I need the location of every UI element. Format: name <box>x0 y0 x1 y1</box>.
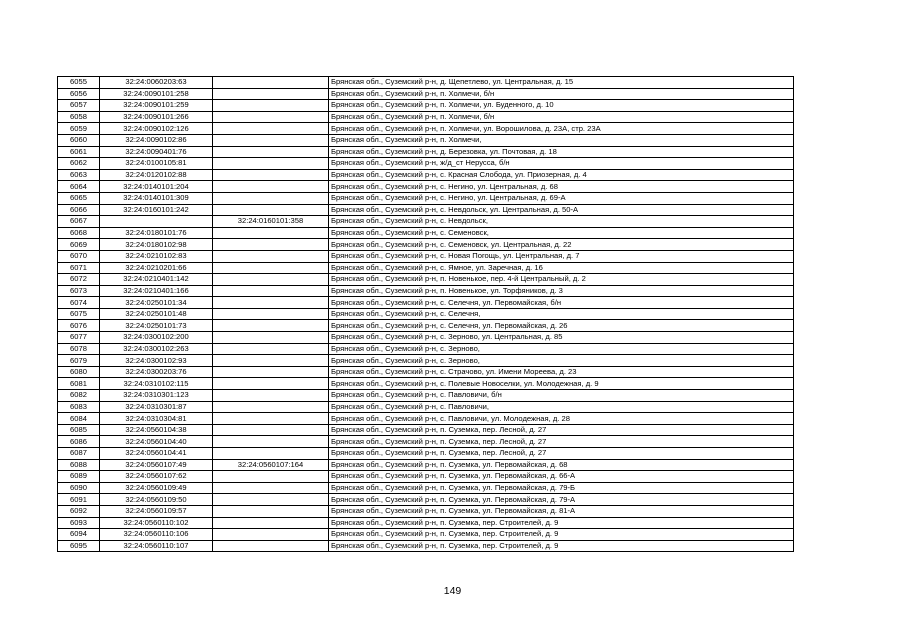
related-cadastral-number-cell <box>213 413 329 425</box>
address-cell: Брянская обл., Суземский р-н, п. Суземка, пер. Строителей, д. 9 <box>329 517 794 529</box>
related-cadastral-number-cell <box>213 77 329 89</box>
row-number-cell: 6077 <box>58 332 100 344</box>
cadastral-number-cell: 32:24:0560104:40 <box>100 436 213 448</box>
address-cell: Брянская обл., Суземский р-н, с. Селечня, ул. Первомайская, д. 26 <box>329 320 794 332</box>
row-number-cell: 6088 <box>58 459 100 471</box>
related-cadastral-number-cell <box>213 517 329 529</box>
table-row <box>58 401 794 413</box>
cadastral-number-cell: 32:24:0560110:107 <box>100 540 213 552</box>
cadastral-number-cell: 32:24:0060203:63 <box>100 77 213 89</box>
cadastral-number-cell: 32:24:0090401:76 <box>100 146 213 158</box>
table-row <box>58 366 794 378</box>
related-cadastral-number-cell <box>213 192 329 204</box>
cadastral-number-cell: 32:24:0310102:115 <box>100 378 213 390</box>
table-row <box>58 505 794 517</box>
cadastral-number-cell: 32:24:0300102:263 <box>100 343 213 355</box>
address-cell: Брянская обл., Суземский р-н, п. Холмечи, ул. Ворошилова, д. 23А, стр. 23А <box>329 123 794 135</box>
row-number-cell: 6056 <box>58 88 100 100</box>
row-number-cell: 6067 <box>58 216 100 228</box>
table-row <box>58 77 794 89</box>
related-cadastral-number-cell <box>213 529 329 541</box>
related-cadastral-number-cell <box>213 320 329 332</box>
cadastral-number-cell: 32:24:0300102:200 <box>100 332 213 344</box>
table-row <box>58 471 794 483</box>
table-row <box>58 529 794 541</box>
table-row <box>58 134 794 146</box>
cadastral-number-cell: 32:24:0090102:126 <box>100 123 213 135</box>
related-cadastral-number-cell <box>213 134 329 146</box>
cadastral-number-cell: 32:24:0090101:259 <box>100 100 213 112</box>
address-cell: Брянская обл., Суземский р-н, с. Ямное, ул. Заречная, д. 16 <box>329 262 794 274</box>
address-cell: Брянская обл., Суземский р-н, п. Суземка, пер. Лесной, д. 27 <box>329 436 794 448</box>
cadastral-number-cell: 32:24:0250101:34 <box>100 297 213 309</box>
address-cell: Брянская обл., Суземский р-н, с. Страчово, ул. Имени Мореева, д. 23 <box>329 366 794 378</box>
row-number-cell: 6072 <box>58 274 100 286</box>
row-number-cell: 6061 <box>58 146 100 158</box>
cadastral-number-cell: 32:24:0300102:93 <box>100 355 213 367</box>
related-cadastral-number-cell <box>213 204 329 216</box>
table-row <box>58 239 794 251</box>
address-cell: Брянская обл., Суземский р-н, с. Невдольск, ул. Центральная, д. 50-А <box>329 204 794 216</box>
related-cadastral-number-cell <box>213 424 329 436</box>
address-cell: Брянская обл., Суземский р-н, с. Зерново, <box>329 355 794 367</box>
address-cell: Брянская обл., Суземский р-н, д. Березовка, ул. Почтовая, д. 18 <box>329 146 794 158</box>
related-cadastral-number-cell: 32:24:0160101:358 <box>213 216 329 228</box>
cadastral-number-cell: 32:24:0210102:83 <box>100 250 213 262</box>
cadastral-number-cell <box>100 216 213 228</box>
table-row <box>58 459 794 471</box>
table-row <box>58 285 794 297</box>
related-cadastral-number-cell <box>213 436 329 448</box>
address-cell: Брянская обл., Суземский р-н, п. Суземка, ул. Первомайская, д. 68 <box>329 459 794 471</box>
related-cadastral-number-cell <box>213 505 329 517</box>
page-number: 149 <box>443 585 462 597</box>
cadastral-number-cell: 32:24:0560109:49 <box>100 482 213 494</box>
related-cadastral-number-cell <box>213 262 329 274</box>
address-cell: Брянская обл., Суземский р-н, с. Зерново, <box>329 343 794 355</box>
cadastral-number-cell: 32:24:0310301:123 <box>100 390 213 402</box>
table-row <box>58 216 794 228</box>
row-number-cell: 6073 <box>58 285 100 297</box>
address-cell: Брянская обл., Суземский р-н, д. Щепетлево, ул. Центральная, д. 15 <box>329 77 794 89</box>
address-cell: Брянская обл., Суземский р-н, с. Павловичи, б/н <box>329 390 794 402</box>
related-cadastral-number-cell <box>213 227 329 239</box>
cadastral-number-cell: 32:24:0210401:142 <box>100 274 213 286</box>
address-cell: Брянская обл., Суземский р-н, с. Зерново, ул. Центральная, д. 85 <box>329 332 794 344</box>
address-cell: Брянская обл., Суземский р-н, п. Суземка, пер. Лесной, д. 27 <box>329 448 794 460</box>
address-cell: Брянская обл., Суземский р-н, с. Селечня, <box>329 308 794 320</box>
address-cell: Брянская обл., Суземский р-н, с. Негино, ул. Центральная, д. 68 <box>329 181 794 193</box>
related-cadastral-number-cell <box>213 332 329 344</box>
cadastral-number-cell: 32:24:0560109:57 <box>100 505 213 517</box>
cadastral-number-cell: 32:24:0560104:41 <box>100 448 213 460</box>
table-row <box>58 250 794 262</box>
related-cadastral-number-cell: 32:24:0560107:164 <box>213 459 329 471</box>
table-row <box>58 158 794 170</box>
table-row <box>58 181 794 193</box>
row-number-cell: 6079 <box>58 355 100 367</box>
table-row <box>58 123 794 135</box>
related-cadastral-number-cell <box>213 250 329 262</box>
row-number-cell: 6081 <box>58 378 100 390</box>
table-row <box>58 227 794 239</box>
row-number-cell: 6058 <box>58 111 100 123</box>
row-number-cell: 6086 <box>58 436 100 448</box>
related-cadastral-number-cell <box>213 239 329 251</box>
address-cell: Брянская обл., Суземский р-н, п. Суземка, ул. Первомайская, д. 79-А <box>329 494 794 506</box>
table-row <box>58 100 794 112</box>
cadastral-number-cell: 32:24:0180101:76 <box>100 227 213 239</box>
table-row <box>58 111 794 123</box>
row-number-cell: 6076 <box>58 320 100 332</box>
table-row <box>58 320 794 332</box>
cadastral-number-cell: 32:24:0560104:38 <box>100 424 213 436</box>
related-cadastral-number-cell <box>213 274 329 286</box>
table-row <box>58 262 794 274</box>
cadastral-number-cell: 32:24:0560109:50 <box>100 494 213 506</box>
related-cadastral-number-cell <box>213 158 329 170</box>
related-cadastral-number-cell <box>213 285 329 297</box>
address-cell: Брянская обл., Суземский р-н, п. Суземка, ул. Первомайская, д. 79-Б <box>329 482 794 494</box>
row-number-cell: 6070 <box>58 250 100 262</box>
row-number-cell: 6059 <box>58 123 100 135</box>
cadastral-number-cell: 32:24:0180102:98 <box>100 239 213 251</box>
address-cell: Брянская обл., Суземский р-н, с. Негино, ул. Центральная, д. 69-А <box>329 192 794 204</box>
address-cell: Брянская обл., Суземский р-н, с. Красная Слобода, ул. Приозерная, д. 4 <box>329 169 794 181</box>
table-row <box>58 343 794 355</box>
cadastral-number-cell: 32:24:0560107:62 <box>100 471 213 483</box>
cadastral-number-cell: 32:24:0090102:86 <box>100 134 213 146</box>
address-cell: Брянская обл., Суземский р-н, п. Суземка, ул. Первомайская, д. 81-А <box>329 505 794 517</box>
address-cell: Брянская обл., Суземский р-н, п. Суземка, пер. Строителей, д. 9 <box>329 529 794 541</box>
address-cell: Брянская обл., Суземский р-н, ж/д_ст Нерусса, б/н <box>329 158 794 170</box>
address-cell: Брянская обл., Суземский р-н, п. Новенькое, ул. Торфяников, д. 3 <box>329 285 794 297</box>
row-number-cell: 6064 <box>58 181 100 193</box>
related-cadastral-number-cell <box>213 111 329 123</box>
related-cadastral-number-cell <box>213 100 329 112</box>
cadastral-number-cell: 32:24:0160101:242 <box>100 204 213 216</box>
address-cell: Брянская обл., Суземский р-н, с. Семеновск, ул. Центральная, д. 22 <box>329 239 794 251</box>
related-cadastral-number-cell <box>213 494 329 506</box>
row-number-cell: 6063 <box>58 169 100 181</box>
related-cadastral-number-cell <box>213 366 329 378</box>
cadastral-number-cell: 32:24:0560110:102 <box>100 517 213 529</box>
row-number-cell: 6062 <box>58 158 100 170</box>
address-cell: Брянская обл., Суземский р-н, п. Суземка, пер. Строителей, д. 9 <box>329 540 794 552</box>
cadastral-number-cell: 32:24:0090101:258 <box>100 88 213 100</box>
table-row <box>58 169 794 181</box>
row-number-cell: 6068 <box>58 227 100 239</box>
table-row <box>58 355 794 367</box>
table-row <box>58 494 794 506</box>
table-row <box>58 192 794 204</box>
address-cell: Брянская обл., Суземский р-н, с. Павловичи, <box>329 401 794 413</box>
related-cadastral-number-cell <box>213 482 329 494</box>
row-number-cell: 6092 <box>58 505 100 517</box>
address-cell: Брянская обл., Суземский р-н, с. Невдольск, <box>329 216 794 228</box>
row-number-cell: 6093 <box>58 517 100 529</box>
table-row <box>58 297 794 309</box>
row-number-cell: 6074 <box>58 297 100 309</box>
table-row <box>58 274 794 286</box>
cadastral-number-cell: 32:24:0250101:48 <box>100 308 213 320</box>
related-cadastral-number-cell <box>213 169 329 181</box>
table-row <box>58 540 794 552</box>
table-row <box>58 436 794 448</box>
table-row <box>58 390 794 402</box>
row-number-cell: 6090 <box>58 482 100 494</box>
table-row <box>58 413 794 425</box>
table-row <box>58 204 794 216</box>
address-cell: Брянская обл., Суземский р-н, с. Селечня, ул. Первомайская, б/н <box>329 297 794 309</box>
row-number-cell: 6095 <box>58 540 100 552</box>
related-cadastral-number-cell <box>213 401 329 413</box>
cadastral-number-cell: 32:24:0210201:66 <box>100 262 213 274</box>
cadastral-number-cell: 32:24:0100105:81 <box>100 158 213 170</box>
row-number-cell: 6087 <box>58 448 100 460</box>
row-number-cell: 6089 <box>58 471 100 483</box>
cadastral-number-cell: 32:24:0250101:73 <box>100 320 213 332</box>
registry-table-body <box>58 77 794 552</box>
table-row <box>58 482 794 494</box>
related-cadastral-number-cell <box>213 123 329 135</box>
cadastral-number-cell: 32:24:0140101:309 <box>100 192 213 204</box>
cadastral-number-cell: 32:24:0120102:88 <box>100 169 213 181</box>
table-row <box>58 378 794 390</box>
related-cadastral-number-cell <box>213 390 329 402</box>
cadastral-number-cell: 32:24:0090101:266 <box>100 111 213 123</box>
related-cadastral-number-cell <box>213 471 329 483</box>
row-number-cell: 6065 <box>58 192 100 204</box>
address-cell: Брянская обл., Суземский р-н, с. Полевые Новоселки, ул. Молодежная, д. 9 <box>329 378 794 390</box>
table-row <box>58 517 794 529</box>
address-cell: Брянская обл., Суземский р-н, с. Павловичи, ул. Молодежная, д. 28 <box>329 413 794 425</box>
address-cell: Брянская обл., Суземский р-н, п. Холмечи, б/н <box>329 88 794 100</box>
related-cadastral-number-cell <box>213 378 329 390</box>
related-cadastral-number-cell <box>213 448 329 460</box>
related-cadastral-number-cell <box>213 540 329 552</box>
address-cell: Брянская обл., Суземский р-н, п. Холмечи, б/н <box>329 111 794 123</box>
row-number-cell: 6080 <box>58 366 100 378</box>
table-row <box>58 448 794 460</box>
related-cadastral-number-cell <box>213 308 329 320</box>
address-cell: Брянская обл., Суземский р-н, п. Суземка, пер. Лесной, д. 27 <box>329 424 794 436</box>
address-cell: Брянская обл., Суземский р-н, п. Холмечи, ул. Буденного, д. 10 <box>329 100 794 112</box>
table-row <box>58 88 794 100</box>
address-cell: Брянская обл., Суземский р-н, п. Холмечи, <box>329 134 794 146</box>
row-number-cell: 6066 <box>58 204 100 216</box>
row-number-cell: 6082 <box>58 390 100 402</box>
row-number-cell: 6060 <box>58 134 100 146</box>
cadastral-number-cell: 32:24:0310304:81 <box>100 413 213 425</box>
row-number-cell: 6094 <box>58 529 100 541</box>
row-number-cell: 6075 <box>58 308 100 320</box>
row-number-cell: 6091 <box>58 494 100 506</box>
address-cell: Брянская обл., Суземский р-н, с. Новая Погощь, ул. Центральная, д. 7 <box>329 250 794 262</box>
related-cadastral-number-cell <box>213 88 329 100</box>
cadastral-number-cell: 32:24:0210401:166 <box>100 285 213 297</box>
address-cell: Брянская обл., Суземский р-н, с. Семеновск, <box>329 227 794 239</box>
cadastral-number-cell: 32:24:0560107:49 <box>100 459 213 471</box>
row-number-cell: 6083 <box>58 401 100 413</box>
row-number-cell: 6084 <box>58 413 100 425</box>
related-cadastral-number-cell <box>213 181 329 193</box>
cadastral-number-cell: 32:24:0140101:204 <box>100 181 213 193</box>
row-number-cell: 6071 <box>58 262 100 274</box>
cadastral-number-cell: 32:24:0300203:76 <box>100 366 213 378</box>
cadastral-number-cell: 32:24:0310301:87 <box>100 401 213 413</box>
table-row <box>58 424 794 436</box>
registry-table <box>57 76 794 552</box>
row-number-cell: 6069 <box>58 239 100 251</box>
cadastral-number-cell: 32:24:0560110:106 <box>100 529 213 541</box>
address-cell: Брянская обл., Суземский р-н, п. Суземка, ул. Первомайская, д. 66-А <box>329 471 794 483</box>
table-row <box>58 146 794 158</box>
row-number-cell: 6078 <box>58 343 100 355</box>
row-number-cell: 6085 <box>58 424 100 436</box>
row-number-cell: 6057 <box>58 100 100 112</box>
related-cadastral-number-cell <box>213 297 329 309</box>
address-cell: Брянская обл., Суземский р-н, п. Новенькое, пер. 4-й Центральный, д. 2 <box>329 274 794 286</box>
related-cadastral-number-cell <box>213 343 329 355</box>
related-cadastral-number-cell <box>213 355 329 367</box>
row-number-cell: 6055 <box>58 77 100 89</box>
related-cadastral-number-cell <box>213 146 329 158</box>
table-row <box>58 332 794 344</box>
table-row <box>58 308 794 320</box>
